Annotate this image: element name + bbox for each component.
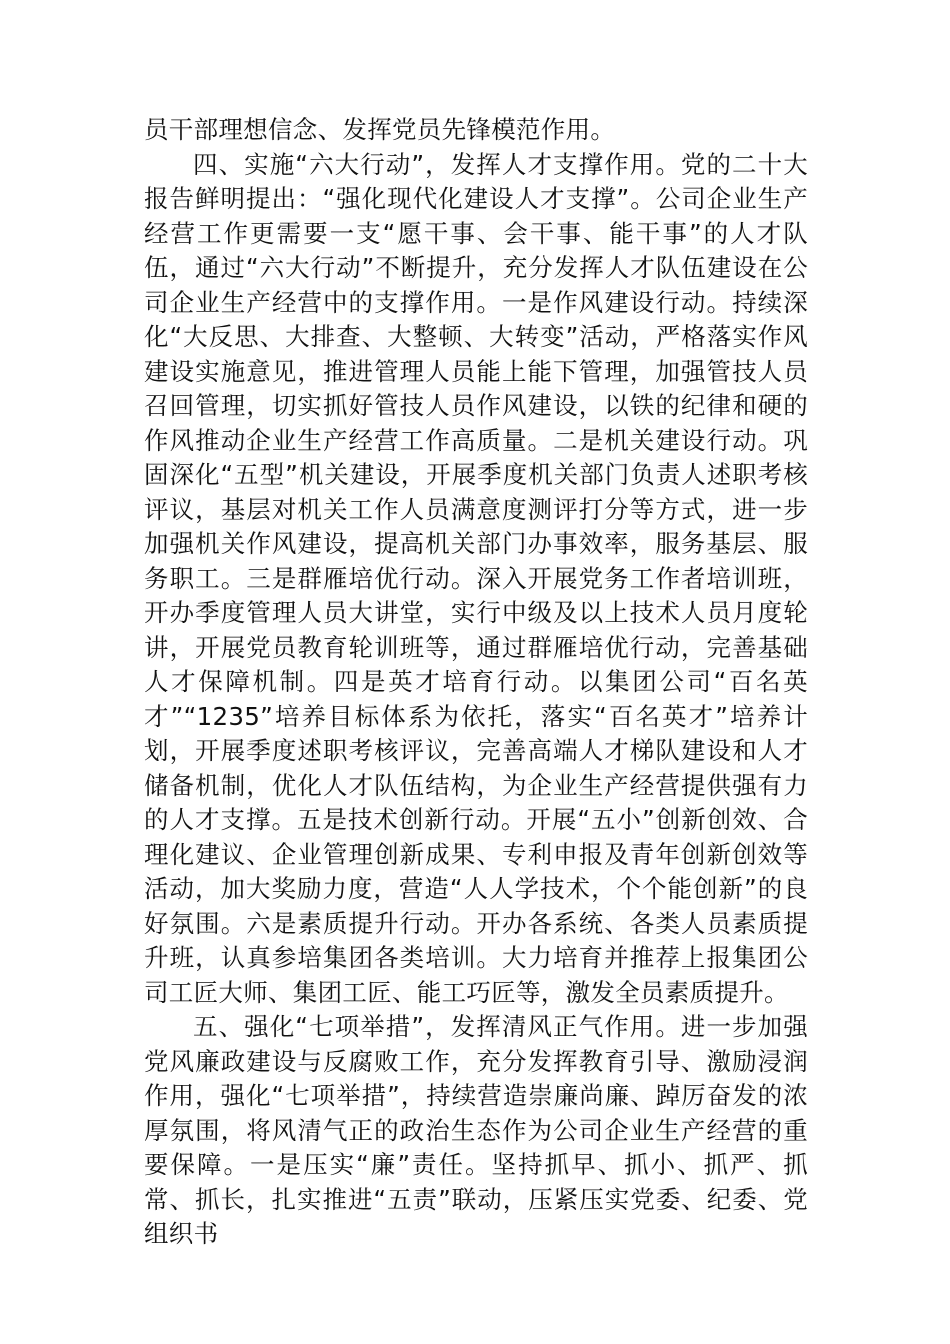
paragraph-section-five: 五、强化“七项举措”，发挥清风正气作用。进一步加强党风廉政建设与反腐败工作，充分发挥教育引导、激励浸润作用，强化“七项举措”，持续营造崇廉尚廉、踔厉奋发的浓厚氛围，将风清气正的政治生态作为公司企业生产经营的重要保障。一是压实“廉”责任。坚持抓早、抓小、抓严、抓常、抓长，扎实推进“五责”联动，压紧压实党委、纪委、党组织书	[144, 1012, 808, 1248]
paragraph-continuation: 员干部理想信念、发挥党员先锋模范作用。	[144, 115, 616, 144]
paragraph-section-four: 四、实施“六大行动”，发挥人才支撑作用。党的二十大报告鲜明提出：“强化现代化建设人才支撑”。公司企业生产经营工作更需要一支“愿干事、会干事、能干事”的人才队伍，通过“六大行动”不断提升，充分发挥人才队伍建设在公司企业生产经营中的支撑作用。一是作风建设行动。持续深化“大反思、大排查、大整顿、大转变”活动，严格落实作风建设实施意见，推进管理人员能上能下管理，加强管技人员召回管理，切实抓好管技人员作风建设，以铁的纪律和硬的作风推动企业生产经营工作高质量。二是机关建设行动。巩固深化“五型”机关建设，开展季度机关部门负责人述职考核评议，基层对机关工作人员满意度测评打分等方式，进一步加强机关作风建设，提高机关部门办事效率，服务基层、服务职工。三是群雁培优行动。深入开展党务工作者培训班，开办季度管理人员大讲堂，实行中级及以上技术人员月度轮讲，开展党员教育轮训班等，通过群雁培优行动，完善基础人才保障机制。四是英才培育行动。以集团公司“百名英才”“1235”培养目标体系为依托，落实“百名英才”培养计划，开展季度述职考核评议，完善高端人才梯队建设和人才储备机制，优化人才队伍结构，为企业生产经营提供强有力的人才支撑。五是技术创新行动。开展“五小”创新创效、合理化建议、企业管理创新成果、专利申报及青年创新创效等活动，加大奖励力度，营造“人人学技术，个个能创新”的良好氛围。六是素质提升行动。开办各系统、各类人员素质提升班，认真参培集团各类培训。大力培育并推荐上报集团公司工匠大师、集团工匠、能工巧匠等，激发全员素质提升。	[144, 149, 808, 1007]
document-body	[144, 113, 808, 1252]
